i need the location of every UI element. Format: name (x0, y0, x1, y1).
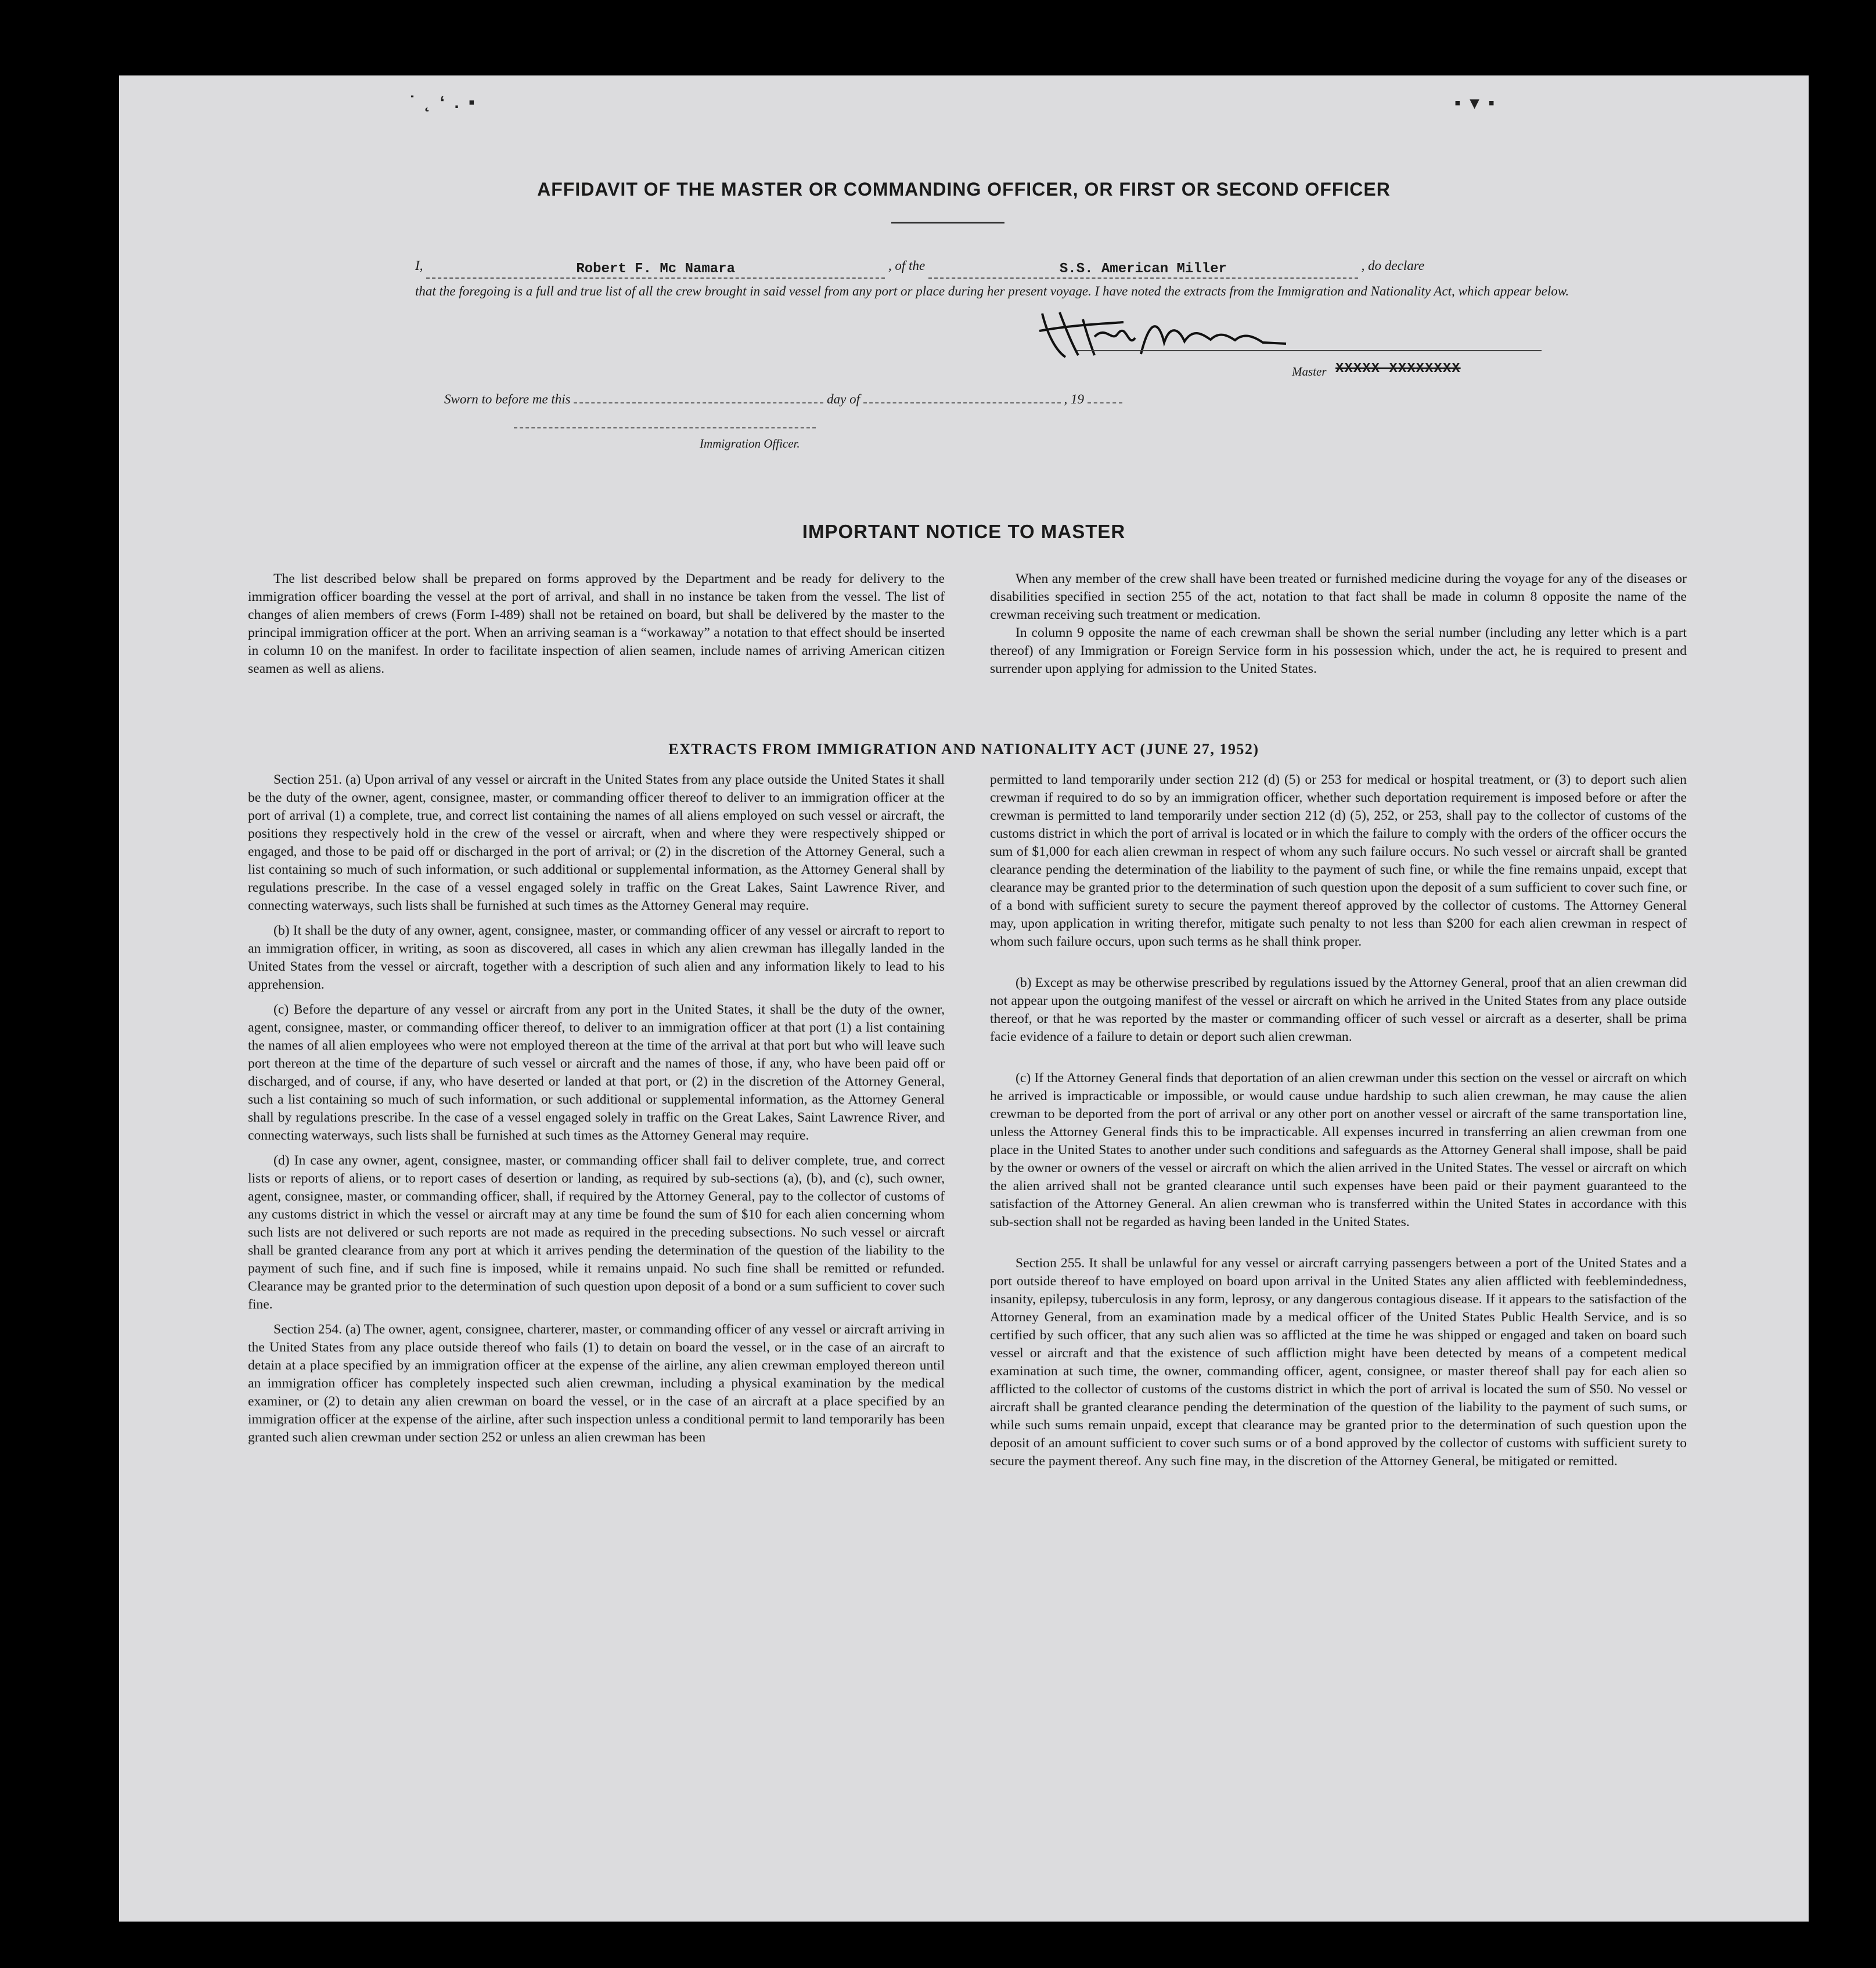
extracts-left-column (248, 771, 945, 1454)
sworn-line (444, 388, 1122, 411)
sworn-year-field[interactable] (1088, 392, 1122, 403)
immigration-officer-label: Immigration Officer. (700, 437, 800, 450)
extract-paragraph: Section 255. It shall be unlawful for any vessel or aircraft carrying passengers between a port of the United States and a port outside thereof to have employed on board upon arrival in the United States any alien afflicted with feeblemindedness, insanity, epilepsy, tuberculosis in any form, leprosy, or any dangerous contagious disease. If it appears to the satisfaction of the Attorney General, from an examination made by a medical officer of the United States Public Health Service, and is so certified by such officer, that any such alien was so afflicted at the time he was shipped or engaged and taken on board such vessel or aircraft and that the existence of such affliction might have been detected by means of a competent medical examination at such time, the owner, commanding officer, agent, consignee, or master thereof shall pay for each alien so afflicted to the collector of customs of the customs district in which the port of arrival is located the sum of $50. No vessel or aircraft shall be granted clearance pending the determination of the question of the liability to the payment of such sums, or while such sums remain unpaid, except that clearance may be granted prior to the determination of such question upon the deposit of an amount sufficient to cover such sums or of a bond approved by the collector of customs with sufficient surety to secure the payment thereof. Any such fine may, in the discretion of the Attorney General, be mitigated or remitted. (990, 1256, 1687, 1469)
binder-hole (1833, 721, 1863, 751)
notice-paragraph: In column 9 opposite the name of each crewman shall be shown the serial number (including any letter which is a part thereof) of any Immigration or Foreign Service form in his possession which, under the act, he is required to present and surrender upon applying for admission to the United States. (990, 625, 1687, 676)
binder-hole (1833, 1241, 1863, 1271)
sworn-day-field[interactable] (574, 392, 823, 403)
notice-paragraph: When any member of the crew shall have been treated or furnished medicine during the voyage for any of the diseases or disabilities specified in section 255 of the act, notation to that fact shall be made in column 8 opposite the name of the crewman receiving such treatment or medication. (990, 571, 1687, 622)
struck-title: XXXXX XXXXXXXX (1335, 361, 1461, 377)
immigration-officer-signature-field[interactable] (514, 427, 816, 428)
extract-paragraph: Section 251. (a) Upon arrival of any vessel or aircraft in the United States from any place outside the United States it shall be the duty of the owner, agent, consignee, master, or commanding officer thereof to deliver to an immigration officer at the port of arrival (1) a complete, true, and correct list containing the names of all aliens employed on such vessel or aircraft, the positions they respectively hold in the crew of the vessel or aircraft, when and where they were respectively shipped or engaged, and those to be paid off or discharged in the port of arrival; or (2) in the discretion of the Attorney General, such a list containing so much of such information, or such additional or supplemental information, as the Attorney General shall by regulations prescribe. In the case of a vessel engaged solely in traffic on the Great Lakes, Saint Lawrence River, and connecting waterways, such lists shall be furnished at such times as the Attorney General may require. (248, 772, 945, 913)
affidavit-page (119, 75, 1809, 1922)
binder-hole (1833, 1720, 1863, 1750)
extract-paragraph: (c) Before the departure of any vessel or aircraft from any port in the United States, it shall be the duty of the owner, agent, consignee, master, or commanding officer thereof, to deliver to an immigration officer at that port (1) a list containing the names of all alien employees who were not employed thereon at the time of the arrival at that port but who will leave such port thereon at the time of the departure of such vessel or aircraft and the names of those, if any, who have been paid off or discharged, and of course, if any, who have deserted or landed at that port, or (2) in the discretion of the Attorney General, such a list containing so much of such information, or such additional or supplemental information, as the Attorney General shall by regulations prescribe. In the case of a vessel engaged solely in traffic on the Great Lakes, Saint Lawrence River, and connecting waterways, such lists shall be furnished at such times as the Attorney General may require. (248, 1002, 945, 1143)
binder-hole (1833, 1335, 1863, 1365)
sworn-month-field[interactable] (863, 392, 1061, 403)
i-label: I, (415, 258, 423, 273)
affidavit-title: AFFIDAVIT OF THE MASTER OR COMMANDING OFFICER, OR FIRST OR SECOND OFFICER (537, 179, 1391, 200)
declaration-block (415, 253, 1634, 304)
signature-line (1077, 350, 1542, 351)
of-the-label: , of the (888, 258, 926, 273)
extract-paragraph: (b) Except as may be otherwise prescribed by regulations issued by the Attorney General, proof that an alien crewman did not appear upon the outgoing manifest of the vessel or aircraft on which he arrived in the United States from any place outside thereof, or that he was reported by the master or commanding officer of such vessel or aircraft as a deserter, shall be prima facie evidence of a failure to detain or deport such alien crewman. (990, 975, 1687, 1044)
master-signature (1025, 302, 1298, 366)
binder-hole (1833, 1625, 1863, 1656)
scan-speck: ˙ ˛ ‘ . ▪ (409, 93, 477, 112)
notice-left-column (248, 570, 945, 678)
vessel-name-field[interactable]: S.S. American Miller (928, 261, 1358, 279)
notice-paragraph: The list described below shall be prepared on forms approved by the Department and be ready for delivery to the immigration officer boarding the vessel at the port of arrival, and shall in no instance be taken from the vessel. The list of changes of alien members of crews (Form I-489) shall not be retained on board, but shall be delivered by the master to the principal immigration officer at the port. When an arriving seaman is a “workaway” a notation to that effect should be inserted in column 10 on the manifest. In order to facilitate inspection of alien seamen, include names of arriving American citizen seamen as well as aliens. (248, 571, 945, 676)
extract-paragraph: (b) It shall be the duty of any owner, agent, consignee, master, or commanding officer of any vessel or aircraft to report to an immigration officer, in writing, as soon as discovered, all cases in which any alien crewman has illegally landed in the United States from the vessel or aircraft, together with a description of such alien and any information likely to lead to his apprehension. (248, 923, 945, 992)
day-of-label: day of (827, 392, 860, 406)
title-rule (891, 222, 1004, 224)
extracts-right-column (990, 771, 1687, 1477)
extract-paragraph: Section 254. (a) The owner, agent, consignee, charterer, master, or commanding officer of any vessel or aircraft arriving in the United States from any place outside thereof who fails (1) to detain on board the vessel, or in the case of an aircraft to detain at a place specified by an immigration officer at the expense of the airline, any alien crewman employed thereon until an immigration officer has completely inspected such alien crewman, including a physical examination by the medical examiner, or (2) to detain any alien crewman on board the vessel, or in the case of an aircraft at a place specified by an immigration officer at the expense of the airline, after such inspection unless a conditional permit to land temporarily has been granted such alien crewman under section 252 or unless an alien crewman has been (248, 1322, 945, 1445)
binder-hole (1833, 254, 1863, 284)
notice-right-column (990, 570, 1687, 678)
scan-speck: ▪ ▾ ▪ (1454, 93, 1497, 113)
do-declare-label: , do declare (1361, 258, 1425, 273)
notice-title: IMPORTANT NOTICE TO MASTER (802, 521, 1126, 542)
extract-paragraph: (c) If the Attorney General finds that deportation of an alien crewman under this section on the vessel or aircraft on which he arrived is impracticable or impossible, or would cause undue hardship to such alien crewman, he may cause the alien crewman to be deported from the port of arrival or any other port on another vessel or aircraft of the same transportation line, unless the Attorney General finds this to be impracticable. All expenses incurred in transferring an alien crewman from one place in the United States to another under such conditions and safeguards as the Attorney General shall impose, shall be paid by the owner or owners of the vessel or aircraft on which the alien arrived in the United States. The vessel or aircraft on which the alien arrived shall not be granted clearance until such expenses have been paid or their payment guaranteed to the satisfaction of the Attorney General. An alien crewman who is transferred within the United States in accordance with this sub-section shall not be regarded as having been landed in the United States. (990, 1070, 1687, 1230)
extract-paragraph: (d) In case any owner, agent, consignee, master, or commanding officer shall fail to deliver complete, true, and correct lists or reports of aliens, or to report cases of desertion or landing, as required by sub-sections (a), (b), and (c), such owner, agent, consignee, master, or commanding officer, shall, if required by the Attorney General, pay to the collector of customs of any customs district in which the vessel or aircraft may at any time be found the sum of $10 for each alien concerning whom such lists are not delivered or such reports are not made as required in the preceding subsections. No such vessel or aircraft shall be granted clearance from any port at which it arrives pending the determination of the question of the liability to the payment of such fine, and if such fine is imposed, while it remains unpaid. No such fine shall be remitted or refunded. Clearance may be granted prior to the determination of such question upon deposit of a bond or a sum sufficient to cover such fine. (248, 1153, 945, 1312)
year-label: , 19 (1064, 392, 1084, 406)
binder-hole (1833, 347, 1863, 377)
declaration-statement: that the foregoing is a full and true list of all the crew brought in said vessel from any port or place during her present voyage. I have noted the extracts from the Immigration and Nationality Act, which appear below. (415, 284, 1569, 298)
sworn-prefix: Sworn to before me this (444, 392, 571, 406)
extracts-title: EXTRACTS FROM IMMIGRATION AND NATIONALITY ACT (JUNE 27, 1952) (668, 741, 1259, 758)
declaration-line (415, 253, 1634, 279)
master-label: Master (1292, 365, 1327, 379)
binder-hole (1833, 627, 1863, 657)
extract-paragraph: permitted to land temporarily under section 212 (d) (5) or 253 for medical or hospital treatment, or (3) to deport such alien crewman if required to do so by an immigration officer, whether such deportation requirement is imposed before or after the crewman is permitted to land temporarily under section 212 (d) (5), 252, or 253, shall pay to the collector of customs of the customs district in which the port of arrival is located or in which the failure to comply with the orders of the officer occurs the sum of $1,000 for each alien crewman in respect of whom any such failure occurs. No such vessel or aircraft shall be granted clearance pending the determination of the liability to the payment of such fine, or while the fine remains unpaid, except that clearance may be granted prior to the determination of such question upon the deposit of a sum sufficient to cover such fine, or of a bond with sufficient surety to secure the payment thereof approved by the collector of customs. The Attorney General may, upon application in writing therefor, mitigate such penalty to not less than $200 for each alien crewman in respect of whom such failure occurs, upon such terms as he shall think proper. (990, 772, 1687, 949)
officer-name-field[interactable]: Robert F. Mc Namara (426, 261, 885, 279)
